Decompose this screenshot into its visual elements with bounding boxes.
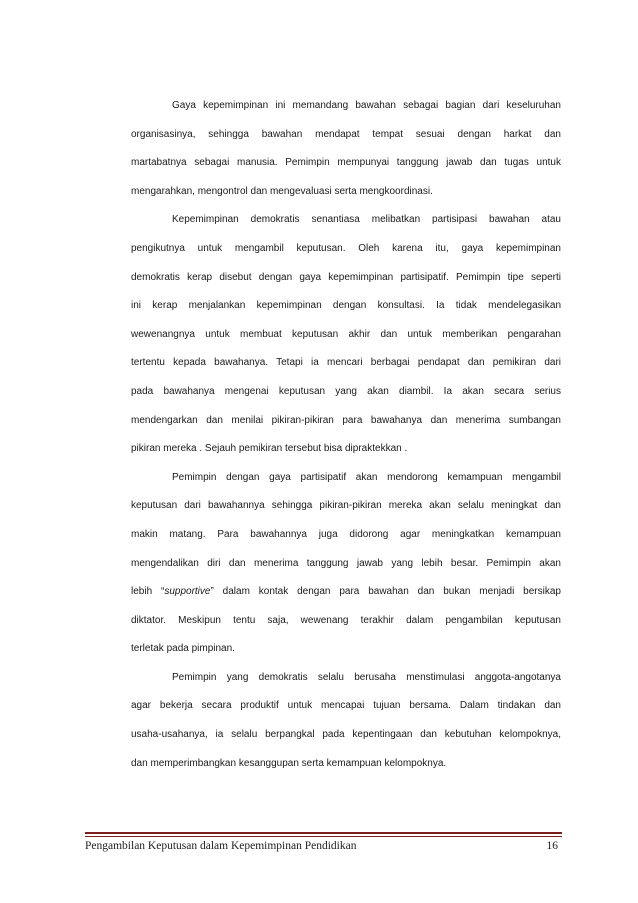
text-line: terletak pada pimpinan. — [131, 643, 235, 655]
text-line: diktator. Meskipun tentu saja, wewenang terakhir dalam pengambilan keputusan — [131, 614, 561, 626]
footer-document-title: Pengambilan Keputusan dalam Kepemimpinan Pendidikan — [85, 840, 357, 852]
text-line: organisasinya, sehingga bawahan mendapat tempat sesuai dengan harkat dan — [131, 128, 561, 140]
text-line: keputusan dari bawahannya sehingga pikiran-pikiran mereka akan selalu meningkat dan — [131, 500, 561, 512]
text-line: makin matang. Para bawahannya juga didorong agar meningkatkan kemampuan — [131, 528, 561, 540]
paragraph-4 — [131, 664, 561, 778]
text-line: agar bekerja secara produktif untuk mencapai tujuan bersama. Dalam tindakan dan — [131, 700, 561, 712]
text-line: usaha-usahanya, ia selalu berpangkal pada kepentingaan dan kebutuhan kelompoknya, — [131, 729, 561, 741]
text-line: mengarahkan, mengontrol dan mengevaluasi serta mengkoordinasi. — [131, 185, 433, 197]
text-line: demokratis kerap disebut dengan gaya kepemimpinan partisipatif. Pemimpin tipe seperti — [131, 271, 561, 283]
text-run: ” dalam kontak dengan para bawahan dan bukan menjadi bersikap — [210, 586, 561, 598]
text-line: wewenangnya untuk membuat keputusan akhir dan untuk memberikan pengarahan — [131, 328, 561, 340]
footer-divider — [85, 832, 562, 834]
text-line: Gaya kepemimpinan ini memandang bawahan sebagai bagian dari keseluruhan — [172, 100, 561, 111]
text-line: mendengarkan dan menilai pikiran-pikiran para bawahanya dan menerima sumbangan — [131, 414, 561, 426]
text-line: pikiran mereka . Sejauh pemikiran tersebut bisa dipraktekkan . — [131, 443, 408, 455]
paragraph-3 — [131, 464, 561, 664]
text-line-with-emphasis — [131, 578, 561, 607]
text-line: ini kerap menjalankan kepemimpinan dengan konsultasi. Ia tidak mendelegasikan — [131, 300, 561, 312]
text-line: Pemimpin yang demokratis selalu berusaha menstimulasi anggota-angotanya — [172, 671, 561, 683]
text-line: tertentu kepada bawahanya. Tetapi ia mencari berbagai pendapat dan pemikiran dari — [131, 357, 561, 369]
text-line: pada bawahanya mengenai keputusan yang akan diambil. Ia akan secara serius — [131, 385, 561, 397]
text-line: pengikutnya untuk mengambil keputusan. Oleh karena itu, gaya kepemimpinan — [131, 242, 561, 254]
document-body — [131, 92, 561, 778]
paragraph-1 — [131, 92, 561, 206]
text-line: dan memperimbangkan kesanggupan serta kemampuan kelompoknya. — [131, 757, 447, 769]
text-line: Pemimpin dengan gaya partisipatif akan mendorong kemampuan mengambil — [172, 471, 561, 483]
emphasis-word: supportive — [164, 586, 211, 598]
footer-divider-thin — [85, 836, 562, 837]
paragraph-2 — [131, 206, 561, 463]
text-line: martabatnya sebagai manusia. Pemimpin mempunyai tanggung jawab dan tugas untuk — [131, 157, 561, 169]
page-number: 16 — [546, 840, 558, 852]
text-line: Kepemimpinan demokratis senantiasa melibatkan partisipasi bawahan atau — [172, 214, 561, 226]
text-run: lebih “ — [131, 586, 165, 598]
text-line: mengendalikan diri dan menerima tanggung jawab yang lebih besar. Pemimpin akan — [131, 557, 561, 569]
